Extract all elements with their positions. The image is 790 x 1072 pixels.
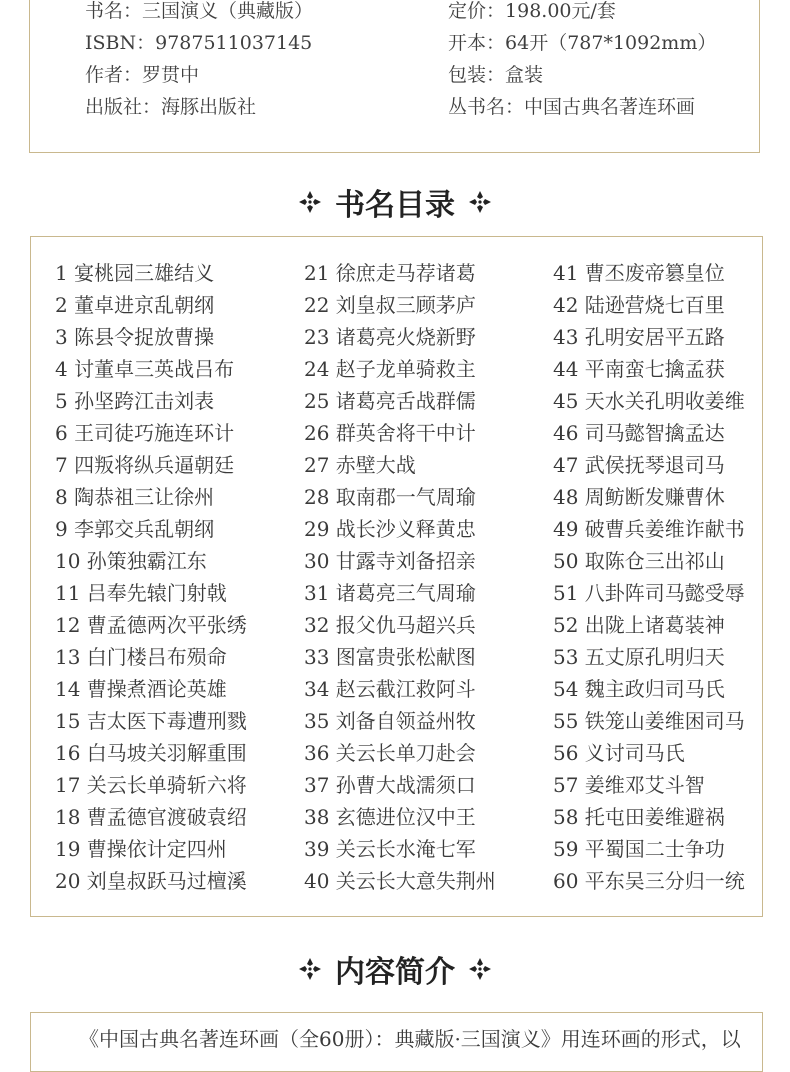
toc-item: 51 八卦阵司马懿受辱 [553, 581, 745, 605]
toc-item: 56 义讨司马氏 [553, 741, 685, 765]
info-label: 作者： [85, 64, 143, 86]
info-value: 中国古典名著连环画 [524, 96, 696, 118]
publisher-row [85, 93, 313, 125]
toc-item: 43 孔明安居平五路 [553, 325, 725, 349]
toc-item: 40 关云长大意失荆州 [304, 869, 496, 893]
toc-item: 26 群英舍将干中计 [304, 421, 476, 445]
toc-item: 16 白马坡关羽解重围 [55, 741, 247, 765]
toc-item: 1 宴桃园三雄结义 [55, 261, 215, 285]
toc-item: 45 天水关孔明收姜维 [553, 389, 745, 413]
book-info-panel [29, 0, 760, 153]
toc-item: 24 赵子龙单骑救主 [304, 357, 476, 381]
info-value: 海豚出版社 [161, 96, 257, 118]
intro-title: 内容简介 [335, 955, 455, 990]
isbn-row [85, 29, 313, 61]
toc-item: 23 诸葛亮火烧新野 [304, 325, 476, 349]
toc-item: 11 吕奉先辕门射戟 [55, 581, 227, 605]
toc-item: 4 讨董卓三英战吕布 [55, 357, 235, 381]
info-label: ISBN： [85, 32, 156, 54]
toc-item: 5 孙坚跨江击刘表 [55, 389, 215, 413]
toc-item: 18 曹孟德官渡破袁绍 [55, 805, 247, 829]
toc-item: 32 报父仇马超兴兵 [304, 613, 476, 637]
toc-column-3 [553, 257, 745, 897]
ornament-icon [297, 189, 323, 215]
toc-title: 书名目录 [335, 188, 455, 223]
toc-item: 55 铁笼山姜维困司马 [553, 709, 745, 733]
toc-item: 47 武侯抚琴退司马 [553, 453, 725, 477]
toc-item: 35 刘备自领益州牧 [304, 709, 476, 733]
toc-item: 19 曹操依计定四州 [55, 837, 227, 861]
toc-item: 22 刘皇叔三顾茅庐 [304, 293, 476, 317]
author-row [85, 61, 313, 93]
toc-item: 38 玄德进位汉中王 [304, 805, 476, 829]
info-label: 书名： [85, 0, 143, 22]
info-value: 9787511037145 [155, 32, 313, 54]
book-info-left-column [85, 0, 313, 125]
toc-item: 21 徐庶走马荐诸葛 [304, 261, 476, 285]
toc-panel [30, 236, 763, 917]
toc-item: 49 破曹兵姜维诈献书 [553, 517, 745, 541]
toc-item: 34 赵云截江救阿斗 [304, 677, 476, 701]
info-value: 三国演义（典藏版） [142, 0, 314, 22]
toc-item: 12 曹孟德两次平张绣 [55, 613, 247, 637]
toc-item: 20 刘皇叔跃马过檀溪 [55, 869, 247, 893]
series-row [448, 93, 716, 125]
toc-item: 33 图富贵张松献图 [304, 645, 476, 669]
toc-item: 48 周鲂断发赚曹休 [553, 485, 725, 509]
toc-item: 3 陈县令捉放曹操 [55, 325, 215, 349]
toc-item: 14 曹操煮酒论英雄 [55, 677, 227, 701]
toc-item: 2 董卓进京乱朝纲 [55, 293, 215, 317]
toc-item: 15 吉太医下毒遭刑戮 [55, 709, 247, 733]
ornament-icon [467, 956, 493, 982]
info-label: 包装： [448, 64, 506, 86]
packaging-row [448, 61, 716, 93]
info-label: 开本： [448, 32, 506, 54]
toc-item: 17 关云长单骑斩六将 [55, 773, 247, 797]
toc-item: 46 司马懿智擒孟达 [553, 421, 725, 445]
toc-column-1 [55, 257, 247, 897]
toc-item: 8 陶恭祖三让徐州 [55, 485, 215, 509]
price-row [448, 0, 716, 29]
intro-heading [0, 947, 790, 991]
info-label: 丛书名： [448, 96, 525, 118]
intro-panel [30, 1012, 763, 1072]
toc-item: 44 平南蛮七擒孟获 [553, 357, 725, 381]
toc-item: 13 白门楼吕布殒命 [55, 645, 227, 669]
toc-item: 60 平东吴三分归一统 [553, 869, 745, 893]
toc-item: 37 孙曹大战濡须口 [304, 773, 476, 797]
toc-item: 58 托屯田姜维避祸 [553, 805, 725, 829]
toc-item: 31 诸葛亮三气周瑜 [304, 581, 476, 605]
intro-text: 《中国古典名著连环画（全60册）：典藏版·三国演义》用连环画的形式，以 [79, 1027, 741, 1051]
toc-item: 29 战长沙义释黄忠 [304, 517, 476, 541]
toc-item: 36 关云长单刀赴会 [304, 741, 476, 765]
toc-item: 7 四叛将纵兵逼朝廷 [55, 453, 235, 477]
toc-heading [0, 180, 790, 224]
book-info-right-column [448, 0, 716, 125]
toc-item: 57 姜维邓艾斗智 [553, 773, 705, 797]
toc-item: 42 陆逊营烧七百里 [553, 293, 725, 317]
toc-item: 53 五丈原孔明归天 [553, 645, 725, 669]
info-value: 罗贯中 [142, 64, 200, 86]
toc-item: 41 曹丕废帝篡皇位 [553, 261, 725, 285]
toc-item: 10 孙策独霸江东 [55, 549, 207, 573]
book-title-row [85, 0, 313, 29]
toc-item: 52 出陇上诸葛装神 [553, 613, 725, 637]
toc-item: 25 诸葛亮舌战群儒 [304, 389, 476, 413]
ornament-icon [297, 956, 323, 982]
toc-item: 39 关云长水淹七军 [304, 837, 476, 861]
toc-item: 50 取陈仓三出祁山 [553, 549, 725, 573]
toc-item: 54 魏主政归司马氏 [553, 677, 725, 701]
info-value: 64开（787*1092mm） [505, 32, 717, 54]
info-label: 出版社： [85, 96, 162, 118]
toc-item: 28 取南郡一气周瑜 [304, 485, 476, 509]
toc-item: 6 王司徒巧施连环计 [55, 421, 235, 445]
toc-item: 9 李郭交兵乱朝纲 [55, 517, 215, 541]
toc-item: 30 甘露寺刘备招亲 [304, 549, 476, 573]
info-label: 定价： [448, 0, 506, 22]
info-value: 198.00元/套 [505, 0, 616, 22]
ornament-icon [467, 189, 493, 215]
toc-item: 27 赤壁大战 [304, 453, 416, 477]
info-value: 盒装 [505, 64, 544, 86]
toc-column-2 [304, 257, 496, 897]
format-row [448, 29, 716, 61]
toc-item: 59 平蜀国二士争功 [553, 837, 725, 861]
